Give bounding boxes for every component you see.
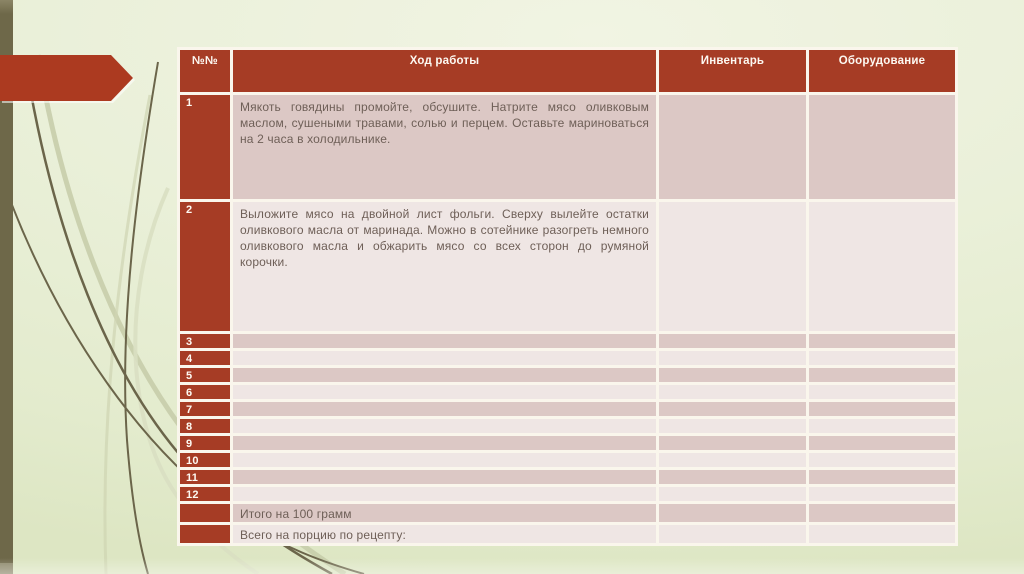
- equipment-cell: [809, 419, 955, 433]
- row-number-cell: 1: [180, 95, 230, 199]
- work-cell: [233, 351, 656, 365]
- table-row: [180, 368, 955, 382]
- inventory-cell: [659, 453, 806, 467]
- inventory-cell: [659, 525, 806, 543]
- equipment-cell: [809, 385, 955, 399]
- work-process-table-wrap: [177, 47, 958, 546]
- work-cell: Итого на 100 грамм: [233, 504, 656, 522]
- equipment-cell: [809, 95, 955, 199]
- row-number-cell: 12: [180, 487, 230, 501]
- work-process-table: [177, 47, 958, 546]
- work-cell: [233, 436, 656, 450]
- inventory-cell: [659, 368, 806, 382]
- equipment-cell: [809, 368, 955, 382]
- inventory-cell: [659, 402, 806, 416]
- row-number-cell: [180, 525, 230, 543]
- equipment-cell: [809, 334, 955, 348]
- arrow-accent-shape: [0, 55, 136, 101]
- table-row: [180, 334, 955, 348]
- equipment-cell: [809, 202, 955, 331]
- work-cell: [233, 419, 656, 433]
- col-header-num: №№: [180, 50, 230, 92]
- row-number-cell: 3: [180, 334, 230, 348]
- work-cell: [233, 385, 656, 399]
- equipment-cell: [809, 436, 955, 450]
- table-row: [180, 95, 955, 199]
- row-number-cell: 4: [180, 351, 230, 365]
- inventory-cell: [659, 385, 806, 399]
- col-header-equipment: Оборудование: [809, 50, 955, 92]
- work-cell: Мякоть говядины промойте, обсушите. Натрите мясо оливковым маслом, сушеными травами, солью и перцем. Оставьте мариноваться на 2 часа в холодильнике.: [233, 95, 656, 199]
- equipment-cell: [809, 504, 955, 522]
- work-cell: Выложите мясо на двойной лист фольги. Сверху вылейте остатки оливкового масла от маринада. Можно в сотейнике разогреть немного оливкового масла и обжарить мясо со всех сторон до румяной корочки.: [233, 202, 656, 331]
- table-row: [180, 525, 955, 543]
- table-row: [180, 487, 955, 501]
- row-number-cell: [180, 504, 230, 522]
- work-cell: [233, 453, 656, 467]
- equipment-cell: [809, 402, 955, 416]
- table-row: [180, 385, 955, 399]
- inventory-cell: [659, 95, 806, 199]
- inventory-cell: [659, 504, 806, 522]
- equipment-cell: [809, 453, 955, 467]
- inventory-cell: [659, 334, 806, 348]
- table-row: [180, 470, 955, 484]
- work-cell: Всего на порцию по рецепту:: [233, 525, 656, 543]
- inventory-cell: [659, 202, 806, 331]
- inventory-cell: [659, 487, 806, 501]
- sidebar-accent-bar-foot: [0, 563, 13, 574]
- equipment-cell: [809, 525, 955, 543]
- row-number-cell: 8: [180, 419, 230, 433]
- inventory-cell: [659, 470, 806, 484]
- header-row: [180, 50, 955, 92]
- equipment-cell: [809, 470, 955, 484]
- inventory-cell: [659, 436, 806, 450]
- work-cell: [233, 487, 656, 501]
- table-row: [180, 202, 955, 331]
- table-row: [180, 351, 955, 365]
- row-number-cell: 5: [180, 368, 230, 382]
- work-cell: [233, 334, 656, 348]
- table-row: [180, 504, 955, 522]
- row-number-cell: 2: [180, 202, 230, 331]
- inventory-cell: [659, 351, 806, 365]
- table-row: [180, 453, 955, 467]
- row-number-cell: 6: [180, 385, 230, 399]
- col-header-inventory: Инвентарь: [659, 50, 806, 92]
- work-cell: [233, 402, 656, 416]
- row-number-cell: 10: [180, 453, 230, 467]
- row-number-cell: 11: [180, 470, 230, 484]
- work-cell: [233, 470, 656, 484]
- table-row: [180, 419, 955, 433]
- inventory-cell: [659, 419, 806, 433]
- table-row: [180, 402, 955, 416]
- table-row: [180, 436, 955, 450]
- equipment-cell: [809, 487, 955, 501]
- equipment-cell: [809, 351, 955, 365]
- row-number-cell: 9: [180, 436, 230, 450]
- col-header-work: Ход работы: [233, 50, 656, 92]
- work-cell: [233, 368, 656, 382]
- row-number-cell: 7: [180, 402, 230, 416]
